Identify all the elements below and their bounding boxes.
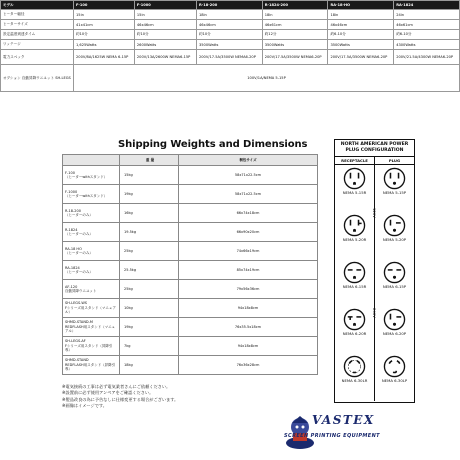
model-desc: （ヒーターのみ）	[65, 251, 93, 255]
spec-header-cell: RA-18-HO	[328, 1, 394, 10]
shipping-row	[63, 299, 318, 318]
model-code: SHMD-STAND-M	[65, 320, 93, 325]
spec-value: 24in	[394, 10, 460, 20]
plug-nema-6-30lp	[378, 353, 411, 386]
shipping-model	[63, 318, 120, 337]
spec-header-cell: R-1824-200	[262, 1, 328, 10]
spec-header-cell: モデル	[1, 1, 74, 10]
spec-header-row	[1, 1, 460, 10]
plug-icon	[383, 167, 406, 190]
model-desc: （ヒーターのみ）	[65, 232, 93, 236]
shipping-dims: 58x71x22.5cm	[179, 185, 318, 204]
spec-value: 2600Watts	[134, 40, 196, 50]
shipping-weight: 7kg	[120, 337, 179, 356]
shipping-weight: 25.5kg	[120, 261, 179, 280]
model-code: RA-1824	[65, 265, 80, 270]
model-desc: （ヒーターwithスタンド）	[65, 194, 108, 198]
plug-nema-6-20p	[378, 306, 411, 339]
model-code: SH-LEGS-WS	[65, 301, 88, 306]
spec-header-cell: R-18-200	[196, 1, 262, 10]
spec-header-cell: F-1000	[134, 1, 196, 10]
shipping-header-cell	[63, 155, 120, 166]
spec-value: 約10分	[196, 30, 262, 40]
spec-value: 18in	[196, 10, 262, 20]
spec-value: 200V/8A/1625W NEMA 6-15P	[74, 50, 135, 65]
receptacle-label: NEMA 5-15R	[342, 190, 367, 195]
receptacle-nema-6-15r	[338, 259, 371, 292]
spec-value: 200V/21.5A/4300W NEMA6-20P	[394, 50, 460, 65]
plug-icon	[383, 308, 406, 331]
receptacle-label: NEMA 6-20R	[342, 331, 367, 336]
shipping-dims: 94x18x8cm	[179, 337, 318, 356]
spec-label: ヒーター幅径	[1, 10, 74, 20]
model-desc: （ヒーターのみ）	[65, 213, 93, 217]
plug-nema-6-15p	[378, 259, 411, 292]
spec-option-label: オプション 自動昇降ウニユット SH-LEGS	[1, 65, 74, 92]
model-desc: Fシリーズ用スタンド（昇降引専）	[65, 343, 113, 353]
shipping-model	[63, 280, 120, 299]
spec-value: 46x61cm	[394, 20, 460, 30]
spec-value: 200V/13A/2600W NEMA6-15P	[134, 50, 196, 65]
shipping-header-cell: 梱包サイズ	[179, 155, 318, 166]
shipping-model	[63, 223, 120, 242]
shipping-dims: 66x90x20cm	[179, 223, 318, 242]
shipping-model	[63, 166, 120, 185]
shipping-weight: 19kg	[120, 185, 179, 204]
outlet-icon	[343, 167, 366, 190]
spec-table	[0, 0, 460, 92]
model-desc: （ヒーターのみ）	[65, 270, 93, 274]
plug-icon	[383, 214, 406, 237]
shipping-table	[62, 154, 318, 375]
model-code: R-18-200	[65, 208, 81, 213]
spec-value: 46x46cm	[328, 20, 394, 30]
model-desc: 自動昇降ウニユット	[65, 289, 97, 293]
shipping-weight: 25kg	[120, 242, 179, 261]
shipping-dims: 66x74x18cm	[179, 204, 318, 223]
plug-label: NEMA 6-15P	[382, 284, 407, 289]
spec-value: 約10分	[74, 30, 135, 40]
shipping-row	[63, 356, 318, 375]
shipping-title: Shipping Weights and Dimensions	[118, 139, 308, 150]
shipping-weight: 16kg	[120, 204, 179, 223]
spec-value: 200V/17.5A/3500W NEMA6-20P	[196, 50, 262, 65]
shipping-weight: 10kg	[120, 299, 179, 318]
model-desc: （ヒーターwithスタンド）	[65, 175, 108, 179]
plug-label: NEMA 5-20P	[382, 237, 407, 242]
spec-value: 3500Watts	[328, 40, 394, 50]
model-code: R-1824	[65, 227, 78, 232]
receptacle-nema-6-30lr	[338, 353, 371, 386]
shipping-row	[63, 337, 318, 356]
note-line: ※画像はイメージです。	[62, 403, 107, 409]
plug-nema-5-15p	[378, 165, 411, 198]
plug-icon	[383, 261, 406, 284]
shipping-row	[63, 223, 318, 242]
spec-value: 4300Watts	[394, 40, 460, 50]
note-line: ※電気接続の工事は必ず電気業者さんにご依頼ください。	[62, 384, 171, 389]
locking-outlet-icon	[343, 355, 366, 378]
outlet-icon	[343, 261, 366, 284]
shipping-weight: 25kg	[120, 280, 179, 299]
spec-label: 電力スペック	[1, 50, 74, 65]
spec-header-cell: RA-1824	[394, 1, 460, 10]
model-code: F-1000	[65, 189, 78, 194]
receptacle-label: NEMA 6-30LR	[341, 378, 368, 383]
spec-row	[1, 40, 460, 50]
model-code: SH-LEGS-AF	[65, 339, 86, 344]
shipping-row	[63, 261, 318, 280]
spec-option-value: 100V/1A/NEMA 5-15P	[74, 65, 460, 92]
shipping-dims: 76x35.5x18cm	[179, 318, 318, 337]
shipping-dims: 79x56x36cm	[179, 280, 318, 299]
spec-value: 15in	[134, 10, 196, 20]
shipping-header-row	[63, 155, 318, 166]
spec-value: 1,625Watts	[74, 40, 135, 50]
shipping-weight: 19.5kg	[120, 223, 179, 242]
brand-tagline: SCREEN PRINTING EQUIPMENT	[284, 433, 380, 439]
spec-row	[1, 50, 460, 65]
receptacle-nema-5-15r	[338, 165, 371, 198]
spec-value: 3500Watts	[262, 40, 328, 50]
model-code: F-100	[65, 170, 75, 175]
model-code: SHMD-STAND	[65, 358, 89, 363]
receptacle-label: NEMA 5-20R	[342, 237, 367, 242]
spec-value: 15in	[74, 10, 135, 20]
spec-value: 200V/17.5A/3500W NEMA6-20P	[328, 50, 394, 65]
receptacle-label: NEMA 6-15R	[342, 284, 367, 289]
spec-value: 46x46cm	[134, 20, 196, 30]
shipping-model	[63, 356, 120, 375]
shipping-row	[63, 166, 318, 185]
receptacle-nema-6-20r	[338, 306, 371, 339]
shipping-row	[63, 318, 318, 337]
shipping-weight: 18kg	[120, 356, 179, 375]
shipping-model	[63, 261, 120, 280]
outlet-icon	[343, 308, 366, 331]
note-line: ※設置前に必ず使用アンペアをご確認ください。	[62, 390, 154, 396]
plug-panel-title: NORTH AMERICAN POWER PLUG CONFIGURATION	[340, 142, 409, 153]
column-divider	[374, 163, 375, 401]
voltage-label-240: 240V	[372, 308, 377, 318]
shipping-dims: 94x18x8cm	[179, 299, 318, 318]
spec-value: 約6-10分	[394, 30, 460, 40]
spec-row	[1, 30, 460, 40]
shipping-dims: 76x36x28cm	[179, 356, 318, 375]
spec-value: 約12分	[262, 30, 328, 40]
shipping-model	[63, 185, 120, 204]
outlet-icon	[343, 214, 366, 237]
shipping-model	[63, 337, 120, 356]
spec-option-row	[1, 65, 460, 92]
shipping-model	[63, 204, 120, 223]
shipping-row	[63, 185, 318, 204]
shipping-row	[63, 280, 318, 299]
plug-configuration-panel	[334, 139, 415, 403]
receptacle-nema-5-20r	[338, 212, 371, 245]
spec-value: 約6-10分	[328, 30, 394, 40]
shipping-row	[63, 242, 318, 261]
model-code: AF-120	[65, 284, 78, 289]
voltage-label-120: 120V	[372, 208, 377, 218]
shipping-header-cell: 重 量	[120, 155, 179, 166]
spec-value: 41x41cm	[74, 20, 135, 30]
shipping-model	[63, 242, 120, 261]
spec-value: 3500Watts	[196, 40, 262, 50]
shipping-dims: 58x71x22.5cm	[179, 166, 318, 185]
model-desc: REDFLASH用スタンド（マニュアル）	[65, 324, 116, 334]
shipping-dims: 85x74x19cm	[179, 261, 318, 280]
shipping-weight: 19kg	[120, 318, 179, 337]
model-desc: Fシリーズ用スタンド（マニュアル）	[65, 305, 116, 315]
shipping-dims: 74x66x19cm	[179, 242, 318, 261]
brand-name: VASTEX	[312, 413, 375, 427]
plug-label: NEMA 6-30LP	[381, 378, 408, 383]
spec-value: 約10分	[134, 30, 196, 40]
model-desc: REDFLASH用スタンド（昇降引専）	[65, 362, 116, 372]
locking-plug-icon	[383, 355, 406, 378]
spec-label: ヒーターサイズ	[1, 20, 74, 30]
spec-row	[1, 10, 460, 20]
spec-header-cell: F-100	[74, 1, 135, 10]
spec-row	[1, 20, 460, 30]
spec-label: ワッテージ	[1, 40, 74, 50]
note-line: ※製品改良の為に予告なしに仕様変更する場合がございます。	[62, 396, 179, 402]
shipping-model	[63, 299, 120, 318]
spec-value: 46x46cm	[196, 20, 262, 30]
plug-header: PLUG	[388, 158, 401, 163]
spec-value: 200V/17.5A/3500W NEMA6-20P	[262, 50, 328, 65]
spec-value: 46x61cm	[262, 20, 328, 30]
vastex-logo	[206, 413, 396, 455]
spec-label: 設定温度到達タイム	[1, 30, 74, 40]
model-code: RA-18 HO	[65, 246, 82, 251]
spec-value: 18in	[262, 10, 328, 20]
shipping-weight: 15kg	[120, 166, 179, 185]
plug-label: NEMA 6-20P	[382, 331, 407, 336]
plug-nema-5-20p	[378, 212, 411, 245]
spec-value: 18in	[328, 10, 394, 20]
shipping-row	[63, 204, 318, 223]
notes-block	[62, 384, 178, 410]
plug-label: NEMA 5-15P	[382, 190, 407, 195]
receptacle-header: RECEPTACLE	[335, 157, 375, 164]
